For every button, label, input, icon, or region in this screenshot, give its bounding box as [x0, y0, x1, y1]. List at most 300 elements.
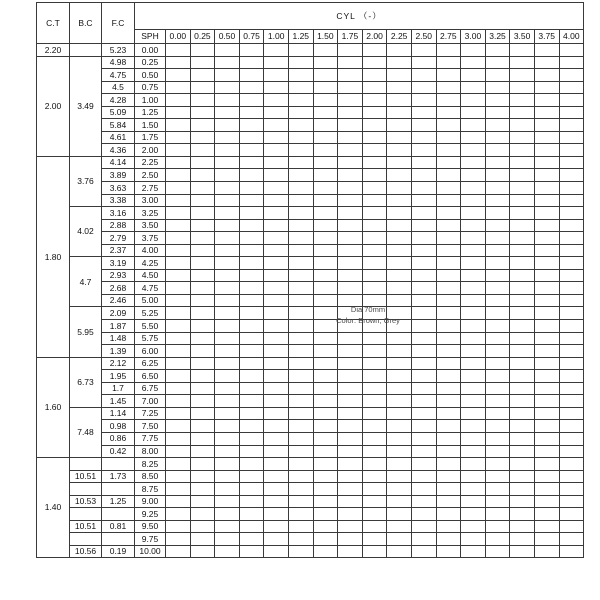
cyl-cell[interactable] [411, 282, 436, 295]
cyl-cell[interactable] [288, 269, 313, 282]
cyl-cell[interactable] [559, 232, 584, 245]
cyl-cell[interactable] [166, 345, 191, 358]
cyl-cell[interactable] [510, 69, 535, 82]
cyl-cell[interactable] [387, 495, 412, 508]
cyl-cell[interactable] [288, 94, 313, 107]
cyl-cell[interactable] [411, 495, 436, 508]
cyl-cell[interactable] [166, 144, 191, 157]
cyl-cell[interactable] [264, 432, 289, 445]
cyl-cell[interactable] [485, 81, 510, 94]
cyl-cell[interactable] [411, 470, 436, 483]
cyl-cell[interactable] [411, 445, 436, 458]
cyl-cell[interactable] [362, 94, 387, 107]
cyl-cell[interactable] [288, 119, 313, 132]
cyl-cell[interactable] [485, 470, 510, 483]
cyl-cell[interactable] [387, 407, 412, 420]
cyl-cell[interactable] [534, 533, 559, 546]
cyl-cell[interactable] [264, 182, 289, 195]
cyl-cell[interactable] [559, 169, 584, 182]
cyl-cell[interactable] [288, 495, 313, 508]
cyl-cell[interactable] [190, 458, 215, 471]
cyl-cell[interactable] [190, 69, 215, 82]
cyl-cell[interactable] [313, 357, 338, 370]
cyl-cell[interactable] [313, 320, 338, 333]
cyl-cell[interactable] [436, 207, 461, 220]
cyl-cell[interactable] [559, 194, 584, 207]
cyl-cell[interactable] [436, 357, 461, 370]
cyl-cell[interactable] [264, 94, 289, 107]
cyl-cell[interactable] [362, 194, 387, 207]
cyl-cell[interactable] [313, 445, 338, 458]
cyl-cell[interactable] [510, 357, 535, 370]
cyl-cell[interactable] [264, 332, 289, 345]
cyl-cell[interactable] [436, 119, 461, 132]
cyl-cell[interactable] [461, 257, 486, 270]
cyl-cell[interactable] [534, 282, 559, 295]
cyl-cell[interactable] [166, 382, 191, 395]
cyl-cell[interactable] [411, 407, 436, 420]
cyl-cell[interactable] [362, 244, 387, 257]
cyl-cell[interactable] [166, 533, 191, 546]
cyl-cell[interactable] [559, 69, 584, 82]
cyl-cell[interactable] [411, 257, 436, 270]
cyl-cell[interactable] [436, 345, 461, 358]
cyl-cell[interactable] [264, 207, 289, 220]
cyl-cell[interactable] [436, 81, 461, 94]
cyl-cell[interactable] [264, 545, 289, 558]
cyl-cell[interactable] [264, 294, 289, 307]
cyl-cell[interactable] [215, 294, 240, 307]
cyl-cell[interactable] [534, 345, 559, 358]
cyl-cell[interactable] [288, 131, 313, 144]
cyl-cell[interactable] [215, 282, 240, 295]
cyl-cell[interactable] [461, 545, 486, 558]
cyl-cell[interactable] [534, 432, 559, 445]
cyl-cell[interactable] [461, 345, 486, 358]
cyl-cell[interactable] [215, 345, 240, 358]
cyl-cell[interactable] [288, 257, 313, 270]
cyl-cell[interactable] [534, 320, 559, 333]
cyl-cell[interactable] [215, 131, 240, 144]
cyl-cell[interactable] [461, 156, 486, 169]
cyl-cell[interactable] [288, 282, 313, 295]
cyl-cell[interactable] [264, 395, 289, 408]
cyl-cell[interactable] [559, 370, 584, 383]
cyl-cell[interactable] [288, 483, 313, 496]
cyl-cell[interactable] [411, 94, 436, 107]
cyl-cell[interactable] [485, 508, 510, 521]
cyl-cell[interactable] [461, 495, 486, 508]
cyl-cell[interactable] [461, 269, 486, 282]
cyl-cell[interactable] [510, 407, 535, 420]
cyl-cell[interactable] [239, 69, 264, 82]
cyl-cell[interactable] [166, 257, 191, 270]
cyl-cell[interactable] [215, 545, 240, 558]
cyl-cell[interactable] [264, 119, 289, 132]
cyl-cell[interactable] [362, 219, 387, 232]
cyl-cell[interactable] [387, 194, 412, 207]
cyl-cell[interactable] [559, 483, 584, 496]
cyl-cell[interactable] [436, 182, 461, 195]
cyl-cell[interactable] [387, 508, 412, 521]
cyl-cell[interactable] [534, 144, 559, 157]
cyl-cell[interactable] [362, 294, 387, 307]
cyl-cell[interactable] [485, 69, 510, 82]
cyl-cell[interactable] [215, 320, 240, 333]
cyl-cell[interactable] [313, 458, 338, 471]
cyl-cell[interactable] [461, 458, 486, 471]
cyl-cell[interactable] [313, 483, 338, 496]
cyl-cell[interactable] [411, 332, 436, 345]
cyl-cell[interactable] [239, 495, 264, 508]
cyl-cell[interactable] [461, 232, 486, 245]
cyl-cell[interactable] [510, 169, 535, 182]
cyl-cell[interactable] [264, 194, 289, 207]
cyl-cell[interactable] [534, 307, 559, 320]
cyl-cell[interactable] [387, 257, 412, 270]
cyl-cell[interactable] [166, 244, 191, 257]
cyl-cell[interactable] [387, 332, 412, 345]
cyl-cell[interactable] [239, 56, 264, 69]
cyl-cell[interactable] [338, 370, 363, 383]
cyl-cell[interactable] [215, 207, 240, 220]
cyl-cell[interactable] [534, 382, 559, 395]
cyl-cell[interactable] [239, 257, 264, 270]
cyl-cell[interactable] [239, 119, 264, 132]
cyl-cell[interactable] [215, 407, 240, 420]
cyl-cell[interactable] [190, 194, 215, 207]
cyl-cell[interactable] [190, 219, 215, 232]
cyl-cell[interactable] [436, 458, 461, 471]
cyl-cell[interactable] [166, 131, 191, 144]
cyl-cell[interactable] [313, 69, 338, 82]
cyl-cell[interactable] [510, 508, 535, 521]
cyl-cell[interactable] [166, 81, 191, 94]
cyl-cell[interactable] [288, 370, 313, 383]
cyl-cell[interactable] [559, 508, 584, 521]
cyl-cell[interactable] [411, 44, 436, 57]
cyl-cell[interactable] [239, 407, 264, 420]
cyl-cell[interactable] [215, 520, 240, 533]
cyl-cell[interactable] [190, 307, 215, 320]
cyl-cell[interactable] [436, 69, 461, 82]
cyl-cell[interactable] [338, 445, 363, 458]
cyl-cell[interactable] [288, 169, 313, 182]
cyl-cell[interactable] [436, 282, 461, 295]
cyl-cell[interactable] [362, 445, 387, 458]
cyl-cell[interactable] [215, 169, 240, 182]
cyl-cell[interactable] [362, 131, 387, 144]
cyl-cell[interactable] [436, 382, 461, 395]
cyl-cell[interactable] [264, 382, 289, 395]
cyl-cell[interactable] [411, 119, 436, 132]
cyl-cell[interactable] [461, 194, 486, 207]
cyl-cell[interactable] [264, 244, 289, 257]
cyl-cell[interactable] [436, 194, 461, 207]
cyl-cell[interactable] [485, 407, 510, 420]
cyl-cell[interactable] [387, 244, 412, 257]
cyl-cell[interactable] [288, 106, 313, 119]
cyl-cell[interactable] [362, 156, 387, 169]
cyl-cell[interactable] [461, 94, 486, 107]
cyl-cell[interactable] [215, 432, 240, 445]
cyl-cell[interactable] [215, 420, 240, 433]
cyl-cell[interactable] [288, 420, 313, 433]
cyl-cell[interactable] [190, 182, 215, 195]
cyl-cell[interactable] [436, 294, 461, 307]
cyl-cell[interactable] [264, 44, 289, 57]
cyl-cell[interactable] [534, 508, 559, 521]
cyl-cell[interactable] [461, 207, 486, 220]
cyl-cell[interactable] [485, 131, 510, 144]
cyl-cell[interactable] [264, 219, 289, 232]
cyl-cell[interactable] [288, 533, 313, 546]
cyl-cell[interactable] [559, 94, 584, 107]
cyl-cell[interactable] [166, 395, 191, 408]
cyl-cell[interactable] [534, 119, 559, 132]
cyl-cell[interactable] [559, 81, 584, 94]
cyl-cell[interactable] [239, 483, 264, 496]
cyl-cell[interactable] [215, 244, 240, 257]
cyl-cell[interactable] [559, 432, 584, 445]
cyl-cell[interactable] [559, 495, 584, 508]
cyl-cell[interactable] [387, 307, 412, 320]
cyl-cell[interactable] [338, 332, 363, 345]
cyl-cell[interactable] [239, 294, 264, 307]
cyl-cell[interactable] [362, 533, 387, 546]
cyl-cell[interactable] [387, 370, 412, 383]
cyl-cell[interactable] [166, 294, 191, 307]
cyl-cell[interactable] [387, 94, 412, 107]
cyl-cell[interactable] [387, 144, 412, 157]
cyl-cell[interactable] [166, 156, 191, 169]
cyl-cell[interactable] [485, 182, 510, 195]
cyl-cell[interactable] [338, 458, 363, 471]
cyl-cell[interactable] [313, 156, 338, 169]
cyl-cell[interactable] [215, 382, 240, 395]
cyl-cell[interactable] [338, 357, 363, 370]
cyl-cell[interactable] [510, 370, 535, 383]
cyl-cell[interactable] [436, 533, 461, 546]
cyl-cell[interactable] [338, 533, 363, 546]
cyl-cell[interactable] [338, 269, 363, 282]
cyl-cell[interactable] [485, 94, 510, 107]
cyl-cell[interactable] [190, 207, 215, 220]
cyl-cell[interactable] [559, 533, 584, 546]
cyl-cell[interactable] [362, 458, 387, 471]
cyl-cell[interactable] [387, 357, 412, 370]
cyl-cell[interactable] [215, 370, 240, 383]
cyl-cell[interactable] [338, 432, 363, 445]
cyl-cell[interactable] [264, 81, 289, 94]
cyl-cell[interactable] [190, 169, 215, 182]
cyl-cell[interactable] [338, 69, 363, 82]
cyl-cell[interactable] [559, 382, 584, 395]
cyl-cell[interactable] [510, 131, 535, 144]
cyl-cell[interactable] [264, 257, 289, 270]
cyl-cell[interactable] [534, 520, 559, 533]
cyl-cell[interactable] [411, 432, 436, 445]
cyl-cell[interactable] [534, 458, 559, 471]
cyl-cell[interactable] [411, 169, 436, 182]
cyl-cell[interactable] [338, 508, 363, 521]
cyl-cell[interactable] [264, 131, 289, 144]
cyl-cell[interactable] [510, 470, 535, 483]
cyl-cell[interactable] [461, 357, 486, 370]
cyl-cell[interactable] [264, 169, 289, 182]
cyl-cell[interactable] [461, 182, 486, 195]
cyl-cell[interactable] [559, 207, 584, 220]
cyl-cell[interactable] [288, 81, 313, 94]
cyl-cell[interactable] [239, 244, 264, 257]
cyl-cell[interactable] [362, 257, 387, 270]
cyl-cell[interactable] [338, 345, 363, 358]
cyl-cell[interactable] [436, 106, 461, 119]
cyl-cell[interactable] [215, 194, 240, 207]
cyl-cell[interactable] [313, 545, 338, 558]
cyl-cell[interactable] [485, 520, 510, 533]
cyl-cell[interactable] [436, 131, 461, 144]
cyl-cell[interactable] [559, 131, 584, 144]
cyl-cell[interactable] [239, 533, 264, 546]
cyl-cell[interactable] [436, 495, 461, 508]
cyl-cell[interactable] [338, 232, 363, 245]
cyl-cell[interactable] [338, 382, 363, 395]
cyl-cell[interactable] [338, 106, 363, 119]
cyl-cell[interactable] [510, 520, 535, 533]
cyl-cell[interactable] [288, 294, 313, 307]
cyl-cell[interactable] [510, 194, 535, 207]
cyl-cell[interactable] [485, 144, 510, 157]
cyl-cell[interactable] [264, 357, 289, 370]
cyl-cell[interactable] [559, 445, 584, 458]
cyl-cell[interactable] [387, 420, 412, 433]
cyl-cell[interactable] [461, 508, 486, 521]
cyl-cell[interactable] [313, 182, 338, 195]
cyl-cell[interactable] [215, 458, 240, 471]
cyl-cell[interactable] [288, 232, 313, 245]
cyl-cell[interactable] [313, 56, 338, 69]
cyl-cell[interactable] [485, 169, 510, 182]
cyl-cell[interactable] [215, 94, 240, 107]
cyl-cell[interactable] [239, 207, 264, 220]
cyl-cell[interactable] [190, 445, 215, 458]
cyl-cell[interactable] [313, 533, 338, 546]
cyl-cell[interactable] [510, 257, 535, 270]
cyl-cell[interactable] [264, 483, 289, 496]
cyl-cell[interactable] [436, 94, 461, 107]
cyl-cell[interactable] [534, 483, 559, 496]
cyl-cell[interactable] [264, 307, 289, 320]
cyl-cell[interactable] [387, 44, 412, 57]
cyl-cell[interactable] [264, 420, 289, 433]
cyl-cell[interactable] [559, 458, 584, 471]
cyl-cell[interactable] [362, 382, 387, 395]
cyl-cell[interactable] [387, 119, 412, 132]
cyl-cell[interactable] [387, 533, 412, 546]
cyl-cell[interactable] [534, 156, 559, 169]
cyl-cell[interactable] [288, 332, 313, 345]
cyl-cell[interactable] [411, 194, 436, 207]
cyl-cell[interactable] [239, 282, 264, 295]
cyl-cell[interactable] [338, 395, 363, 408]
cyl-cell[interactable] [239, 169, 264, 182]
cyl-cell[interactable] [338, 219, 363, 232]
cyl-cell[interactable] [510, 432, 535, 445]
cyl-cell[interactable] [559, 420, 584, 433]
cyl-cell[interactable] [239, 320, 264, 333]
cyl-cell[interactable] [510, 382, 535, 395]
cyl-cell[interactable] [559, 407, 584, 420]
cyl-cell[interactable] [166, 357, 191, 370]
cyl-cell[interactable] [534, 106, 559, 119]
cyl-cell[interactable] [387, 382, 412, 395]
cyl-cell[interactable] [411, 244, 436, 257]
cyl-cell[interactable] [534, 545, 559, 558]
cyl-cell[interactable] [338, 257, 363, 270]
cyl-cell[interactable] [436, 395, 461, 408]
cyl-cell[interactable] [485, 533, 510, 546]
cyl-cell[interactable] [559, 307, 584, 320]
cyl-cell[interactable] [559, 244, 584, 257]
cyl-cell[interactable] [485, 194, 510, 207]
cyl-cell[interactable] [239, 545, 264, 558]
cyl-cell[interactable] [264, 144, 289, 157]
cyl-cell[interactable] [510, 458, 535, 471]
cyl-cell[interactable] [436, 420, 461, 433]
cyl-cell[interactable] [264, 106, 289, 119]
cyl-cell[interactable] [313, 207, 338, 220]
cyl-cell[interactable] [288, 545, 313, 558]
cyl-cell[interactable] [166, 307, 191, 320]
cyl-cell[interactable] [313, 332, 338, 345]
cyl-cell[interactable] [461, 407, 486, 420]
cyl-cell[interactable] [461, 69, 486, 82]
cyl-cell[interactable] [387, 458, 412, 471]
cyl-cell[interactable] [534, 131, 559, 144]
cyl-cell[interactable] [288, 445, 313, 458]
cyl-cell[interactable] [264, 156, 289, 169]
cyl-cell[interactable] [362, 182, 387, 195]
cyl-cell[interactable] [313, 294, 338, 307]
cyl-cell[interactable] [485, 244, 510, 257]
cyl-cell[interactable] [559, 106, 584, 119]
cyl-cell[interactable] [313, 106, 338, 119]
cyl-cell[interactable] [313, 495, 338, 508]
cyl-cell[interactable] [485, 357, 510, 370]
cyl-cell[interactable] [510, 445, 535, 458]
cyl-cell[interactable] [559, 470, 584, 483]
cyl-cell[interactable] [485, 495, 510, 508]
cyl-cell[interactable] [510, 345, 535, 358]
cyl-cell[interactable] [338, 94, 363, 107]
cyl-cell[interactable] [510, 44, 535, 57]
cyl-cell[interactable] [166, 219, 191, 232]
cyl-cell[interactable] [411, 182, 436, 195]
cyl-cell[interactable] [338, 182, 363, 195]
cyl-cell[interactable] [362, 432, 387, 445]
cyl-cell[interactable] [215, 483, 240, 496]
cyl-cell[interactable] [264, 445, 289, 458]
cyl-cell[interactable] [387, 345, 412, 358]
cyl-cell[interactable] [190, 106, 215, 119]
cyl-cell[interactable] [436, 219, 461, 232]
cyl-cell[interactable] [485, 545, 510, 558]
cyl-cell[interactable] [534, 495, 559, 508]
cyl-cell[interactable] [362, 56, 387, 69]
cyl-cell[interactable] [264, 470, 289, 483]
cyl-cell[interactable] [288, 432, 313, 445]
